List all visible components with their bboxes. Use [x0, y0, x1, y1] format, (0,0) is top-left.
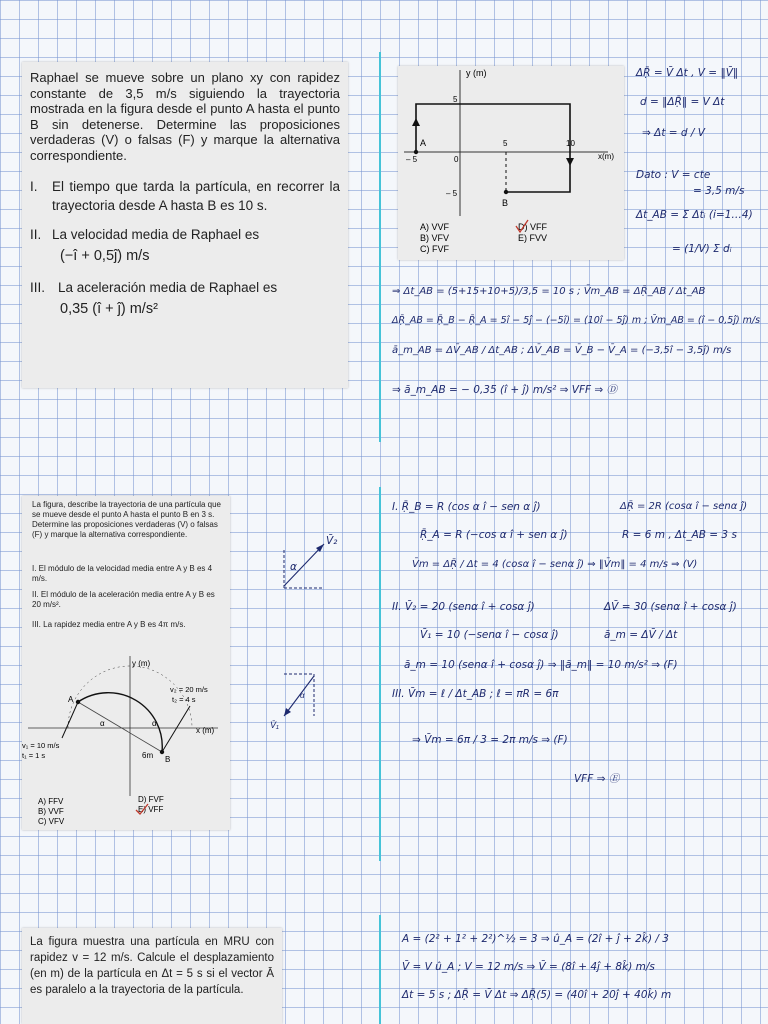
p2-note-13: VFF ⇒ Ⓔ	[574, 773, 620, 785]
problem1-item-3: III. La aceleración media de Raphael es	[30, 279, 278, 295]
x-axis-label: x(m)	[598, 152, 614, 161]
point-b-label: B	[502, 198, 509, 208]
problem2-statement: La figura, describe la trayectoria de una partícula que se mueve desde el punto A hasta el punto B en 3 s. Determine las proposiciones verdaderas (V) o falsas (F) y marque la alternativa correspondiente.	[32, 500, 222, 539]
p2-note-4: R = 6 m , Δt_AB = 3 s	[622, 529, 737, 541]
option-c: C) FVF	[420, 244, 449, 254]
p2-note-11: III. V̄m = ℓ / Δt_AB ; ℓ = πR = 6π	[392, 688, 559, 700]
p1-note-4: Dato : V = cte	[636, 169, 711, 181]
svg-text:t₂ = 4 s: t₂ = 4 s	[172, 695, 196, 704]
p3-note-2: V̄ = V û_A ; V = 12 m/s ⇒ V̄ = (8î + 4ĵ + 8k̂) m/s	[402, 961, 655, 973]
circle-figure	[22, 496, 230, 830]
p2-note-12: ⇒ V̄m = 6π / 3 = 2π m/s ⇒ (F)	[412, 734, 568, 746]
option-b-2: B) VVF	[38, 807, 64, 816]
p1-note-5: = 3,5 m/s	[693, 185, 745, 197]
p2-note-2: ΔṜ = 2R (cosα î − senα ĵ)	[620, 501, 748, 512]
p2-note-5: V̄m = ΔṜ / Δt = 4 (cosα î − senα ĵ) ⇒ ‖V̄m‖ = 4 m/s ⇒ (V)	[412, 559, 698, 570]
option-d-2: D) FVF	[138, 795, 164, 804]
problem1-item-1: I. El tiempo que tarda la partícula, en recorrer la trayectoria desde A hasta B es 10 s.	[30, 178, 340, 213]
p2-note-7: ΔV̄ = 30 (senα î + cosα ĵ)	[604, 601, 737, 613]
point-a-label: A	[420, 138, 427, 148]
p1-note-6: Δt_AB = Σ Δtᵢ (i=1…4)	[636, 209, 753, 221]
velocity-sketch	[270, 530, 350, 730]
problem1-item-2-formula: (−î + 0,5ĵ) m/s	[60, 247, 150, 264]
svg-text:5: 5	[453, 95, 458, 104]
option-c-2: C) VFV	[38, 817, 65, 826]
option-b: B) VFV	[420, 233, 450, 243]
p2-note-3: Ṝ_A = R (−cos α î + sen α ĵ)	[420, 529, 568, 541]
option-a: A) VVF	[420, 222, 450, 232]
svg-text:0: 0	[454, 155, 459, 164]
option-d: D) VFF	[518, 222, 547, 232]
svg-text:B: B	[165, 755, 171, 764]
svg-text:A: A	[68, 695, 74, 704]
svg-text:10: 10	[566, 139, 575, 148]
svg-text:6m: 6m	[142, 751, 154, 760]
problem1-statement: Raphael se mueve sobre un plano xy con rapidez constante de 3,5 m/s siguiendo la trayectoria mostrada en la figura desde el punto A hasta el punto B sin detenerse. Determine las proposiciones verdaderas (V) o falsas (F) y marque la alternativa correspondiente.	[30, 70, 340, 163]
svg-text:α: α	[152, 719, 157, 728]
svg-text:α: α	[290, 561, 297, 573]
p1-note-3: ⇒ Δt = d / V	[642, 127, 705, 139]
svg-text:5: 5	[503, 139, 508, 148]
problem1-card	[22, 62, 348, 388]
option-a-2: A) FFV	[38, 797, 64, 806]
problem1-figure	[398, 66, 624, 260]
option-e-2: E) VFF	[138, 805, 164, 814]
svg-text:– 5: – 5	[446, 189, 458, 198]
p2-note-10: ā_m = 10 (senα î + cosα ĵ) ⇒ ‖ā_m‖ = 10 m/s² ⇒ (F)	[404, 659, 678, 671]
y-axis-label-2: y (m)	[132, 659, 151, 668]
p1-note-10: ā_m_AB = ΔV̄_AB / Δt_AB ; ΔV̄_AB = V̄_B − V̄_A = (−3,5î − 3,5ĵ) m/s	[392, 345, 732, 356]
p2-note-6: II. V̄₂ = 20 (senα î + cosα ĵ)	[392, 601, 535, 613]
p1-note-7: = (1/V) Σ dᵢ	[672, 243, 732, 255]
svg-text:V̄₂: V̄₂	[326, 535, 338, 547]
problem2-item-2: II. El módulo de la aceleración media entre A y B es 20 m/s².	[32, 590, 215, 609]
p1-note-1: ΔṜ = V̄ Δt , V = ‖V̄‖	[636, 67, 739, 79]
svg-text:v₂ = 20 m/s: v₂ = 20 m/s	[170, 685, 208, 694]
problem3-statement: La figura muestra una partícula en MRU con rapidez v = 12 m/s. Calcule el desplazamiento (en m) de la partícula en Δt = 5 s si el vector Ā es paralelo a la trayectoria de la partícula.	[30, 936, 274, 996]
y-axis-label: y (m)	[466, 68, 487, 78]
p2-note-1: I. Ṝ_B = R (cos α î − sen α ĵ)	[392, 501, 541, 513]
p3-note-3: Δt = 5 s ; ΔṜ = V̄ Δt ⇒ ΔṜ(5) = (40î + 20ĵ + 40k̂) m	[402, 989, 672, 1001]
x-axis-label-2: x (m)	[196, 726, 215, 735]
problem1-item-2: II. La velocidad media de Raphael es	[30, 226, 260, 242]
svg-text:V̄₁: V̄₁	[270, 720, 279, 730]
problem1-item-3-formula: 0,35 (î + ĵ) m/s²	[60, 300, 158, 317]
svg-text:– 5: – 5	[406, 155, 418, 164]
svg-text:v₁ = 10 m/s: v₁ = 10 m/s	[22, 741, 60, 750]
problem3-card	[22, 928, 282, 1024]
margin-line-1	[379, 52, 381, 442]
margin-line-3	[379, 915, 381, 1024]
p3-note-1: A = (2² + 1² + 2²)^½ = 3 ⇒ û_A = (2î + ĵ + 2k̂) / 3	[402, 933, 669, 945]
trajectory-figure	[398, 66, 624, 260]
svg-text:α: α	[300, 691, 305, 700]
p1-note-2: d = ‖ΔṜ‖ = V Δt	[640, 96, 725, 108]
option-e: E) FVV	[518, 233, 548, 243]
p1-note-9: ΔṜ_AB = Ṝ_B − Ṝ_A = 5î − 5ĵ − (−5î) = (10î − 5ĵ) m ; V̄m_AB = (î − 0,5ĵ) m/s	[392, 315, 761, 326]
problem2-item-1: I. El módulo de la velocidad media entre A y B es 4 m/s.	[32, 564, 213, 583]
p2-note-9: ā_m = ΔV̄ / Δt	[604, 629, 678, 641]
p1-note-11: ⇒ ā_m_AB = − 0,35 (î + ĵ) m/s² ⇒ VFF ⇒ Ⓓ	[392, 384, 618, 396]
p1-note-8: ⇒ Δt_AB = (5+15+10+5)/3,5 = 10 s ; V̄m_AB = ΔṜ_AB / Δt_AB	[392, 286, 706, 297]
p2-note-8: V̄₁ = 10 (−senα î − cosα ĵ)	[420, 629, 559, 641]
problem2-card	[22, 496, 230, 830]
svg-text:α: α	[100, 719, 105, 728]
svg-text:t₁ = 1 s: t₁ = 1 s	[22, 751, 46, 760]
margin-line-2	[379, 487, 381, 861]
problem2-item-3: III. La rapidez media entre A y B es 4π m/s.	[32, 620, 186, 629]
